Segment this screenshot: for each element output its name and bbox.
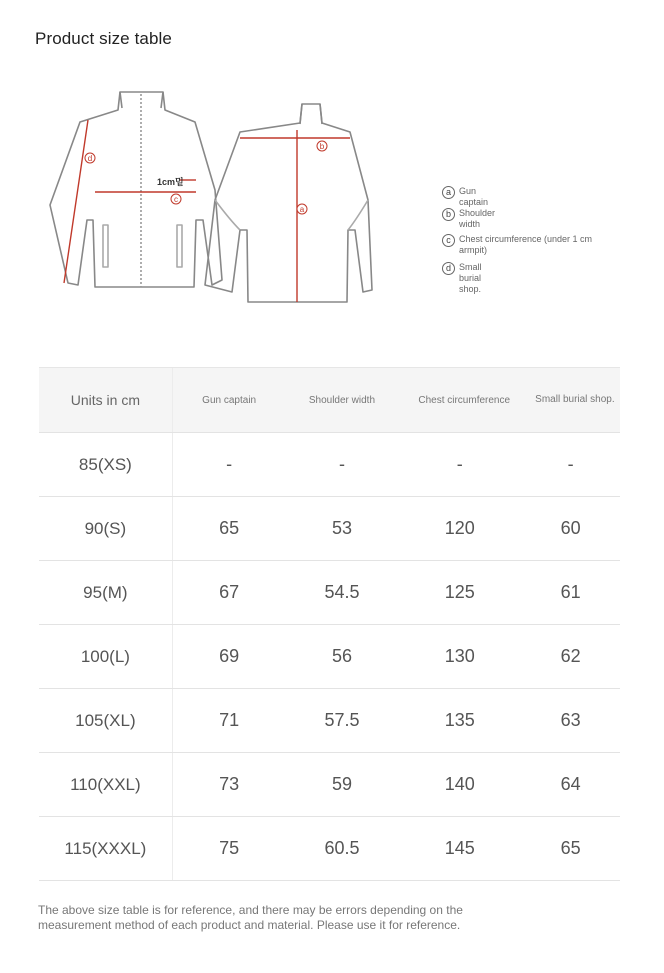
legend-text-c: Chest circumference (under 1 cm armpit)	[459, 234, 593, 255]
legend-text-b: Shoulder width	[459, 208, 496, 229]
table-row	[39, 561, 620, 625]
cell-small-burial: -	[567, 454, 574, 474]
size-label: 110(XXL)	[39, 753, 173, 816]
cell-small-burial: 61	[560, 582, 581, 602]
table-header-row	[39, 368, 620, 433]
cell-shoulder-width: 60.5	[324, 838, 360, 858]
legend-mark-a: a	[442, 186, 455, 199]
header-chest: Chest circumference	[418, 394, 511, 406]
cell-shoulder-width: -	[338, 454, 345, 474]
cell-gun-captain: 69	[219, 646, 240, 666]
sleeve-length-line	[64, 120, 88, 283]
cell-shoulder-width: 57.5	[324, 710, 360, 730]
front-jacket-outline	[50, 92, 222, 287]
cell-small-burial: 60	[560, 518, 581, 538]
marker-d: d	[87, 154, 93, 163]
header-shoulder-width: Shoulder width	[308, 394, 376, 406]
header-gun-captain: Gun captain	[202, 394, 257, 406]
page-title: Product size table	[35, 29, 172, 48]
cell-small-burial: 62	[560, 646, 581, 666]
armpit-1cm-label: 1cm밑	[157, 177, 184, 187]
jacket-illustration	[0, 80, 664, 320]
cell-small-burial: 64	[560, 774, 581, 794]
size-label: 95(M)	[39, 561, 173, 624]
size-label: 90(S)	[39, 497, 173, 560]
size-label: 105(XL)	[39, 689, 173, 752]
cell-gun-captain: -	[226, 454, 233, 474]
cell-chest: 145	[444, 838, 475, 858]
cell-shoulder-width: 56	[331, 646, 352, 666]
marker-b: b	[319, 142, 325, 151]
legend-mark-b: b	[442, 208, 455, 221]
cell-chest: 135	[444, 710, 475, 730]
size-table	[39, 367, 620, 881]
back-jacket-outline	[205, 104, 372, 302]
size-label: 85(XS)	[39, 433, 173, 496]
legend-mark-d: d	[442, 262, 455, 275]
header-small-burial: Small burial shop.	[535, 394, 615, 405]
cell-chest: 130	[444, 646, 475, 666]
table-row	[39, 497, 620, 561]
cell-gun-captain: 75	[219, 838, 240, 858]
cell-shoulder-width: 59	[331, 774, 352, 794]
cell-chest: -	[456, 454, 463, 474]
cell-shoulder-width: 54.5	[324, 582, 360, 602]
cell-gun-captain: 67	[219, 582, 240, 602]
size-label: 115(XXXL)	[39, 817, 173, 880]
marker-c: c	[174, 195, 178, 204]
table-row	[39, 625, 620, 689]
header-units: Units in cm	[39, 368, 173, 432]
cell-gun-captain: 71	[219, 710, 240, 730]
cell-chest: 125	[444, 582, 475, 602]
cell-gun-captain: 65	[219, 518, 240, 538]
cell-chest: 140	[444, 774, 475, 794]
legend-mark-c: c	[442, 234, 455, 247]
cell-shoulder-width: 53	[331, 518, 352, 538]
cell-small-burial: 65	[560, 838, 581, 858]
cell-chest: 120	[444, 518, 475, 538]
legend-text-a: Gun captain	[459, 186, 489, 207]
size-diagram	[0, 80, 664, 320]
cell-small-burial: 63	[560, 710, 581, 730]
size-label: 100(L)	[39, 625, 173, 688]
table-row	[39, 689, 620, 753]
table-row	[39, 433, 620, 497]
table-row	[39, 753, 620, 817]
marker-a: a	[299, 205, 305, 214]
cell-gun-captain: 73	[219, 774, 240, 794]
table-row	[39, 817, 620, 881]
legend-text-d: Small burial shop.	[459, 262, 482, 294]
reference-note: The above size table is for reference, and there may be errors depending on the measurement method of each product and material. Please use it for reference.	[38, 903, 463, 932]
